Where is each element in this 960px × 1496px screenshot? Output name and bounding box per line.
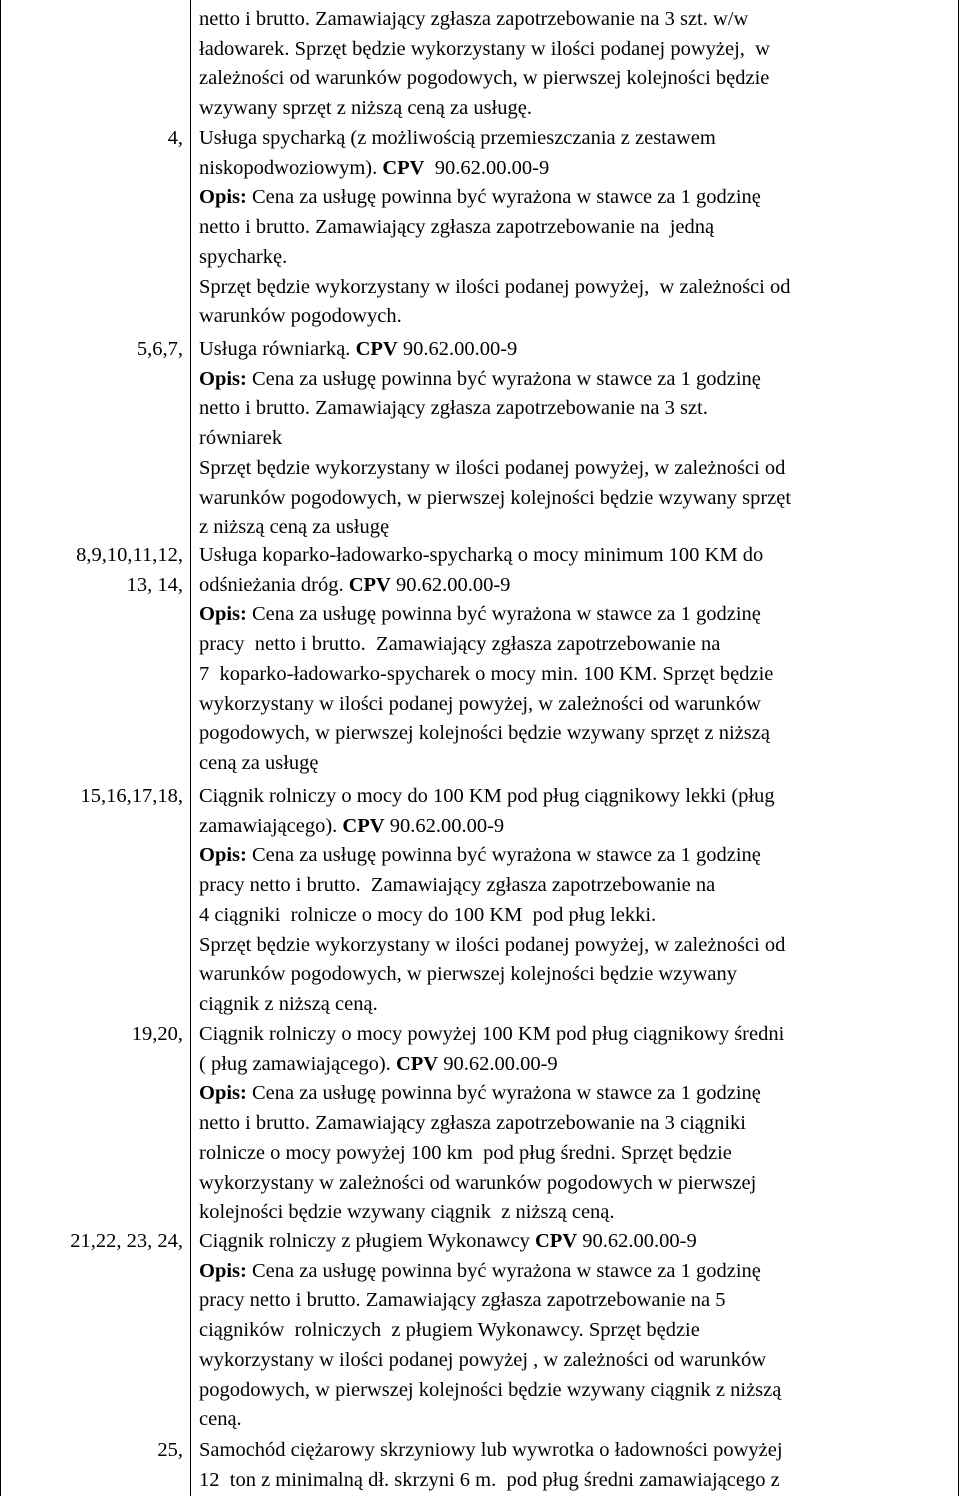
description-line [199, 599, 761, 629]
table-left-border [0, 0, 1, 1496]
text-segment: ( pług zamawiającego). [199, 1052, 396, 1075]
text-segment: warunków pogodowych. [199, 305, 402, 328]
bold-label: Opis: [199, 186, 247, 209]
text-segment: ceną za usługę [199, 751, 319, 774]
text-segment: ceną. [199, 1408, 242, 1431]
description-line [199, 811, 504, 841]
description-line [199, 301, 402, 331]
description-line [199, 959, 737, 989]
text-segment: 90.62.00.00-9 [438, 1052, 558, 1075]
text-segment: 90.62.00.00-9 [397, 338, 518, 360]
text-segment: Sprzęt będzie wykorzystany w ilości podanej powyżej, w zależności od [199, 275, 791, 298]
text-segment: kolejności będzie wzywany ciągnik z niższą ceną. [199, 1201, 615, 1224]
description-line [199, 453, 785, 483]
text-segment: Cena za usługę powinna być wyrażona w stawce za 1 godzinę [246, 1082, 761, 1105]
description-line [199, 689, 761, 719]
row-number: 25, [157, 1439, 183, 1461]
text-segment: z niższą ceną za usługę [199, 516, 390, 539]
text-segment: ładowarek. Sprzęt będzie wykorzystany w ilości podanej powyżej, w [199, 37, 770, 60]
text-segment: Cena za usługę powinna być wyrażona w stawce za 1 godzinę [246, 367, 761, 390]
bold-label: Opis: [199, 367, 247, 390]
text-segment: 90.62.00.00-9 [384, 814, 505, 837]
text-segment: Usługa równiarką. [199, 338, 356, 360]
bold-label: Opis: [199, 844, 247, 867]
description-line [199, 1108, 746, 1138]
description-line [199, 182, 761, 212]
text-segment: Samochód ciężarowy skrzyniowy lub wywrotka o ładowności powyżej [199, 1439, 783, 1461]
text-segment: wykorzystany w zależności od warunków pogodowych w pierwszej [199, 1171, 757, 1194]
bold-label: CPV [382, 156, 425, 179]
bold-label: CPV [355, 338, 398, 360]
text-segment: 12 ton z minimalną dł. skrzyni 6 m. pod pług średni zamawiającego z [199, 1468, 780, 1491]
row-number: 4, [167, 127, 183, 149]
description-line [199, 1375, 781, 1405]
description-line [199, 900, 656, 930]
description-line [199, 1078, 761, 1108]
description-line [199, 870, 715, 900]
description-line [199, 423, 282, 453]
text-segment: netto i brutto. Zamawiający zgłasza zapotrzebowanie na 3 ciągniki [199, 1112, 747, 1135]
description-line [199, 1465, 780, 1495]
description-line [199, 629, 720, 659]
column-divider [190, 0, 191, 1496]
description-line [199, 748, 319, 778]
row-number: 21,22, 23, 24, [70, 1230, 183, 1252]
description-line [199, 1256, 761, 1286]
text-segment: netto i brutto. Zamawiający zgłasza zapotrzebowanie na jedną [199, 216, 715, 239]
text-segment: Cena za usługę powinna być wyrażona w stawce za 1 godzinę [246, 1259, 761, 1282]
text-segment: pracy netto i brutto. Zamawiający zgłasza zapotrzebowanie na 5 [199, 1289, 726, 1312]
text-segment: pogodowych, w pierwszej kolejności będzie wzywany sprzęt z niższą [199, 722, 770, 745]
text-segment: niskopodwoziowym). [199, 156, 383, 179]
description-line [199, 1226, 697, 1256]
text-segment: 90.62.00.00-9 [390, 573, 511, 596]
text-segment: rolnicze o mocy powyżej 100 km pod pług średni. Sprzęt będzie [199, 1141, 732, 1164]
bold-label: CPV [535, 1230, 578, 1252]
description-line [199, 1345, 766, 1375]
row-number: 8,9,10,11,12, [76, 544, 183, 566]
description-line [199, 483, 791, 513]
description-line [199, 242, 287, 272]
bold-label: Opis: [199, 1259, 247, 1282]
description-line [199, 153, 549, 183]
description-line [199, 512, 389, 542]
text-segment: Ciągnik rolniczy o mocy do 100 KM pod pług ciągnikowy lekki (pług [199, 785, 775, 807]
row-number: 5,6,7, [136, 338, 183, 360]
description-line [199, 123, 716, 153]
description-line [199, 930, 785, 960]
bold-label: Opis: [199, 603, 247, 626]
description-line [199, 63, 769, 93]
description-line [199, 570, 510, 600]
description-line [199, 1435, 783, 1465]
description-line [199, 93, 532, 123]
text-segment: zamawiającego). [199, 814, 343, 837]
text-segment: netto i brutto. Zamawiający zgłasza zapotrzebowanie na 3 szt. [199, 397, 708, 420]
text-segment: pogodowych, w pierwszej kolejności będzie wzywany ciągnik z niższą [199, 1378, 782, 1401]
text-segment: Cena za usługę powinna być wyrażona w stawce za 1 godzinę [246, 603, 761, 626]
text-segment: 90.62.00.00-9 [424, 156, 550, 179]
text-segment: spycharkę. [199, 245, 288, 268]
description-line [199, 781, 775, 811]
text-segment: Usługa spycharką (z możliwością przemieszczania z zestawem [199, 127, 716, 149]
text-segment: wzywany sprzęt z niższą ceną za usługę. [199, 97, 532, 120]
bold-label: CPV [348, 573, 391, 596]
description-line [199, 840, 761, 870]
description-line [199, 1138, 732, 1168]
text-segment: ciągnik z niższą ceną. [199, 992, 378, 1015]
description-line [199, 1285, 726, 1315]
text-segment: warunków pogodowych, w pierwszej kolejności będzie wzywany sprzęt [199, 486, 792, 509]
row-number: 13, 14, [126, 573, 183, 596]
description-line [199, 4, 748, 34]
text-segment: netto i brutto. Zamawiający zgłasza zapotrzebowanie na 3 szt. w/w [199, 8, 749, 30]
description-line [199, 364, 761, 394]
text-segment: wykorzystany w ilości podanej powyżej , w zależności od warunków [199, 1348, 767, 1371]
text-segment: 7 koparko-ładowarko-spycharek o mocy min. 100 KM. Sprzęt będzie [199, 662, 774, 685]
text-segment: Usługa koparko-ładowarko-spycharką o mocy minimum 100 KM do [199, 544, 764, 566]
text-segment: Ciągnik rolniczy z pługiem Wykonawcy [199, 1230, 535, 1252]
description-line [199, 393, 708, 423]
text-segment: Cena za usługę powinna być wyrażona w stawce za 1 godzinę [246, 186, 761, 209]
bold-label: CPV [395, 1052, 439, 1075]
description-line [199, 334, 517, 364]
text-segment: Sprzęt będzie wykorzystany w ilości podanej powyżej, w zależności od [199, 456, 786, 479]
text-segment: 90.62.00.00-9 [577, 1230, 697, 1252]
bold-label: Opis: [199, 1082, 247, 1105]
description-line [199, 718, 770, 748]
text-segment: zależności od warunków pogodowych, w pierwszej kolejności będzie [199, 67, 770, 90]
description-line [199, 1049, 558, 1079]
text-segment: warunków pogodowych, w pierwszej kolejności będzie wzywany [199, 963, 737, 986]
text-segment: ciągników rolniczych z pługiem Wykonawcy. Sprzęt będzie [199, 1319, 700, 1342]
description-line [199, 34, 770, 64]
description-line [199, 272, 790, 302]
text-segment: wykorzystany w ilości podanej powyżej, w zależności od warunków [199, 692, 761, 715]
bold-label: CPV [342, 814, 385, 837]
text-segment: odśnieżania dróg. [199, 573, 349, 596]
description-line [199, 1315, 700, 1345]
description-line [199, 1404, 242, 1434]
text-segment: pracy netto i brutto. Zamawiający zgłasza zapotrzebowanie na [199, 633, 721, 656]
description-line [199, 1019, 784, 1049]
row-number: 19,20, [131, 1023, 183, 1045]
text-segment: równiarek [199, 427, 283, 450]
row-number: 15,16,17,18, [80, 785, 183, 807]
description-line [199, 1197, 615, 1227]
description-line [199, 659, 773, 689]
text-segment: Cena za usługę powinna być wyrażona w stawce za 1 godzinę [246, 844, 761, 867]
description-line [199, 212, 714, 242]
table-right-border [958, 0, 959, 1496]
text-segment: 4 ciągniki rolnicze o mocy do 100 KM pod pług lekki. [199, 903, 657, 926]
text-segment: Ciągnik rolniczy o mocy powyżej 100 KM pod pług ciągnikowy średni [199, 1023, 785, 1045]
text-segment: Sprzęt będzie wykorzystany w ilości podanej powyżej, w zależności od [199, 933, 786, 956]
text-segment: pracy netto i brutto. Zamawiający zgłasza zapotrzebowanie na [199, 874, 716, 897]
description-line [199, 540, 763, 570]
description-line [199, 989, 378, 1019]
description-line [199, 1168, 756, 1198]
